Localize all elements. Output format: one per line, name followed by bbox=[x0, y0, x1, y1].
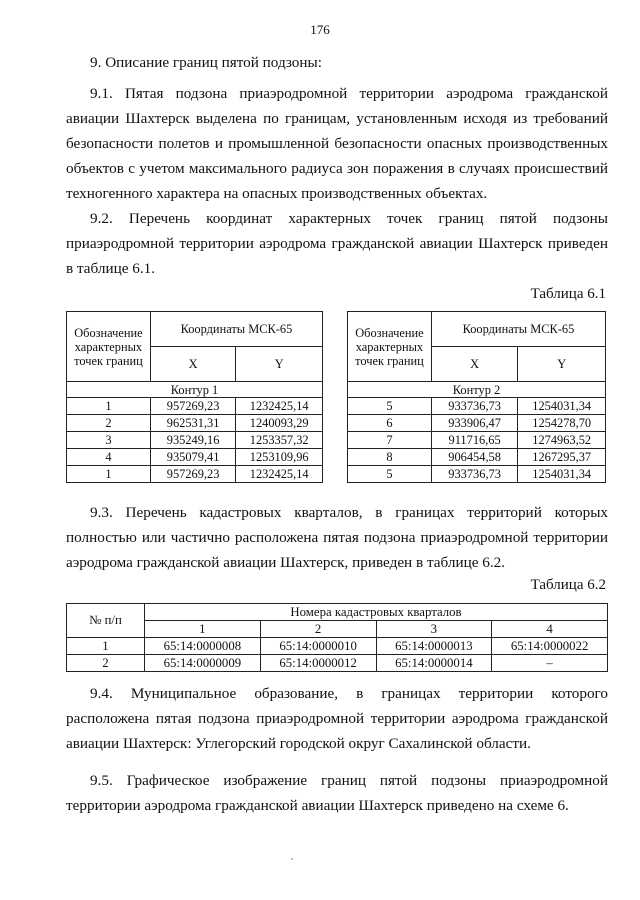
point-number: 2 bbox=[67, 415, 151, 432]
coord-x: 957269,23 bbox=[150, 398, 236, 415]
sub-header: 1 bbox=[145, 621, 261, 638]
point-number: 6 bbox=[348, 415, 432, 432]
row-number: 1 bbox=[67, 638, 145, 655]
table-6-1-caption: Таблица 6.1 bbox=[530, 286, 606, 302]
coord-y: 1253357,32 bbox=[236, 432, 323, 449]
coord-y: 1232425,14 bbox=[236, 466, 323, 483]
table-row bbox=[67, 466, 323, 483]
coord-y: 1232425,14 bbox=[236, 398, 323, 415]
coord-x: 957269,23 bbox=[150, 466, 236, 483]
contour-title: Контур 2 bbox=[348, 382, 606, 398]
table-row bbox=[67, 415, 323, 432]
point-number: 5 bbox=[348, 398, 432, 415]
table-row bbox=[348, 415, 606, 432]
coord-x: 935249,16 bbox=[150, 432, 236, 449]
point-number: 5 bbox=[348, 466, 432, 483]
coord-y: 1274963,52 bbox=[518, 432, 606, 449]
point-number: 7 bbox=[348, 432, 432, 449]
section-heading: 9. Описание границ пятой подзоны: bbox=[90, 54, 322, 71]
cadastral-number: 65:14:0000010 bbox=[260, 638, 376, 655]
paragraph-9-1: 9.1. Пятая подзона приаэродромной территории аэродрома гражданской авиации Шахтерск выделена по границам, установленным исходя из требований безопасности полетов и промышленной безопасности опасных производственных объектов с учетом максимального радиуса зон поражения в случаях происшествий техногенного характера на опасных производственных объектах. bbox=[66, 85, 608, 202]
table-6-2-caption: Таблица 6.2 bbox=[530, 577, 606, 593]
coord-x: 933736,73 bbox=[431, 398, 518, 415]
column-header-quarters: Номера кадастровых кварталов bbox=[145, 604, 608, 621]
table-row bbox=[67, 398, 323, 415]
cadastral-number: 65:14:0000014 bbox=[376, 655, 492, 672]
cadastral-number: 65:14:0000013 bbox=[376, 638, 492, 655]
coord-x: 933736,73 bbox=[431, 466, 518, 483]
coordinates-table-contour-1 bbox=[66, 311, 323, 483]
table-row bbox=[67, 449, 323, 466]
table-row bbox=[348, 432, 606, 449]
paragraph-9-5: 9.5. Графическое изображение границ пятой подзоны приаэродромной территории аэродрома гражданской авиации Шахтерск приведено на схеме 6. bbox=[66, 772, 608, 814]
paragraph-9-4: 9.4. Муниципальное образование, в границах территории которого расположена пятая подзона приаэродромной территории аэродрома гражданской авиации Шахтерск: Углегорский городской округ Сахалинской области. bbox=[66, 685, 608, 752]
cadastral-number: 65:14:0000009 bbox=[145, 655, 261, 672]
point-number: 1 bbox=[67, 398, 151, 415]
row-number: 2 bbox=[67, 655, 145, 672]
point-number: 1 bbox=[67, 466, 151, 483]
coord-y: 1254031,34 bbox=[518, 398, 606, 415]
cadastral-quarters-table bbox=[66, 603, 608, 672]
coord-y: 1240093,29 bbox=[236, 415, 323, 432]
cadastral-number: 65:14:0000008 bbox=[145, 638, 261, 655]
column-header-number: № п/п bbox=[67, 604, 145, 638]
point-number: 4 bbox=[67, 449, 151, 466]
sub-header: 3 bbox=[376, 621, 492, 638]
point-number: 8 bbox=[348, 449, 432, 466]
column-header-coords: Координаты МСК-65 bbox=[431, 312, 605, 347]
sub-header: 2 bbox=[260, 621, 376, 638]
coord-x: 911716,65 bbox=[431, 432, 518, 449]
paragraph-9-3: 9.3. Перечень кадастровых кварталов, в границах территорий которых полностью или частично расположена пятая подзона приаэродромной территории аэродрома гражданской авиации Шахтерск, приведен в таблице 6.2. bbox=[66, 504, 608, 571]
table-row bbox=[67, 655, 608, 672]
paragraph-9-2: 9.2. Перечень координат характерных точек границ пятой подзоны приаэродромной территории аэродрома гражданской авиации Шахтерск приведен в таблице 6.1. bbox=[66, 210, 608, 277]
page-number: 176 bbox=[310, 22, 330, 37]
contour-title: Контур 1 bbox=[67, 382, 323, 398]
point-number: 3 bbox=[67, 432, 151, 449]
coord-x: 962531,31 bbox=[150, 415, 236, 432]
table-row bbox=[67, 432, 323, 449]
coord-x: 906454,58 bbox=[431, 449, 518, 466]
cadastral-number: 65:14:0000012 bbox=[260, 655, 376, 672]
coord-y: 1254031,34 bbox=[518, 466, 606, 483]
column-header-point: Обозначение характерных точек границ bbox=[67, 312, 151, 382]
scan-speck bbox=[291, 858, 293, 860]
coord-x: 935079,41 bbox=[150, 449, 236, 466]
coord-y: 1267295,37 bbox=[518, 449, 606, 466]
cadastral-number: – bbox=[492, 655, 608, 672]
column-header-point: Обозначение характерных точек границ bbox=[348, 312, 432, 382]
coord-y: 1253109,96 bbox=[236, 449, 323, 466]
column-header-x: X bbox=[150, 347, 236, 382]
column-header-y: Y bbox=[518, 347, 606, 382]
table-row bbox=[348, 398, 606, 415]
column-header-x: X bbox=[431, 347, 518, 382]
column-header-y: Y bbox=[236, 347, 323, 382]
coord-x: 933906,47 bbox=[431, 415, 518, 432]
table-row bbox=[348, 449, 606, 466]
coordinates-table-contour-2 bbox=[347, 311, 606, 483]
cadastral-number: 65:14:0000022 bbox=[492, 638, 608, 655]
coord-y: 1254278,70 bbox=[518, 415, 606, 432]
column-header-coords: Координаты МСК-65 bbox=[150, 312, 322, 347]
sub-header: 4 bbox=[492, 621, 608, 638]
table-row bbox=[348, 466, 606, 483]
table-row bbox=[67, 638, 608, 655]
